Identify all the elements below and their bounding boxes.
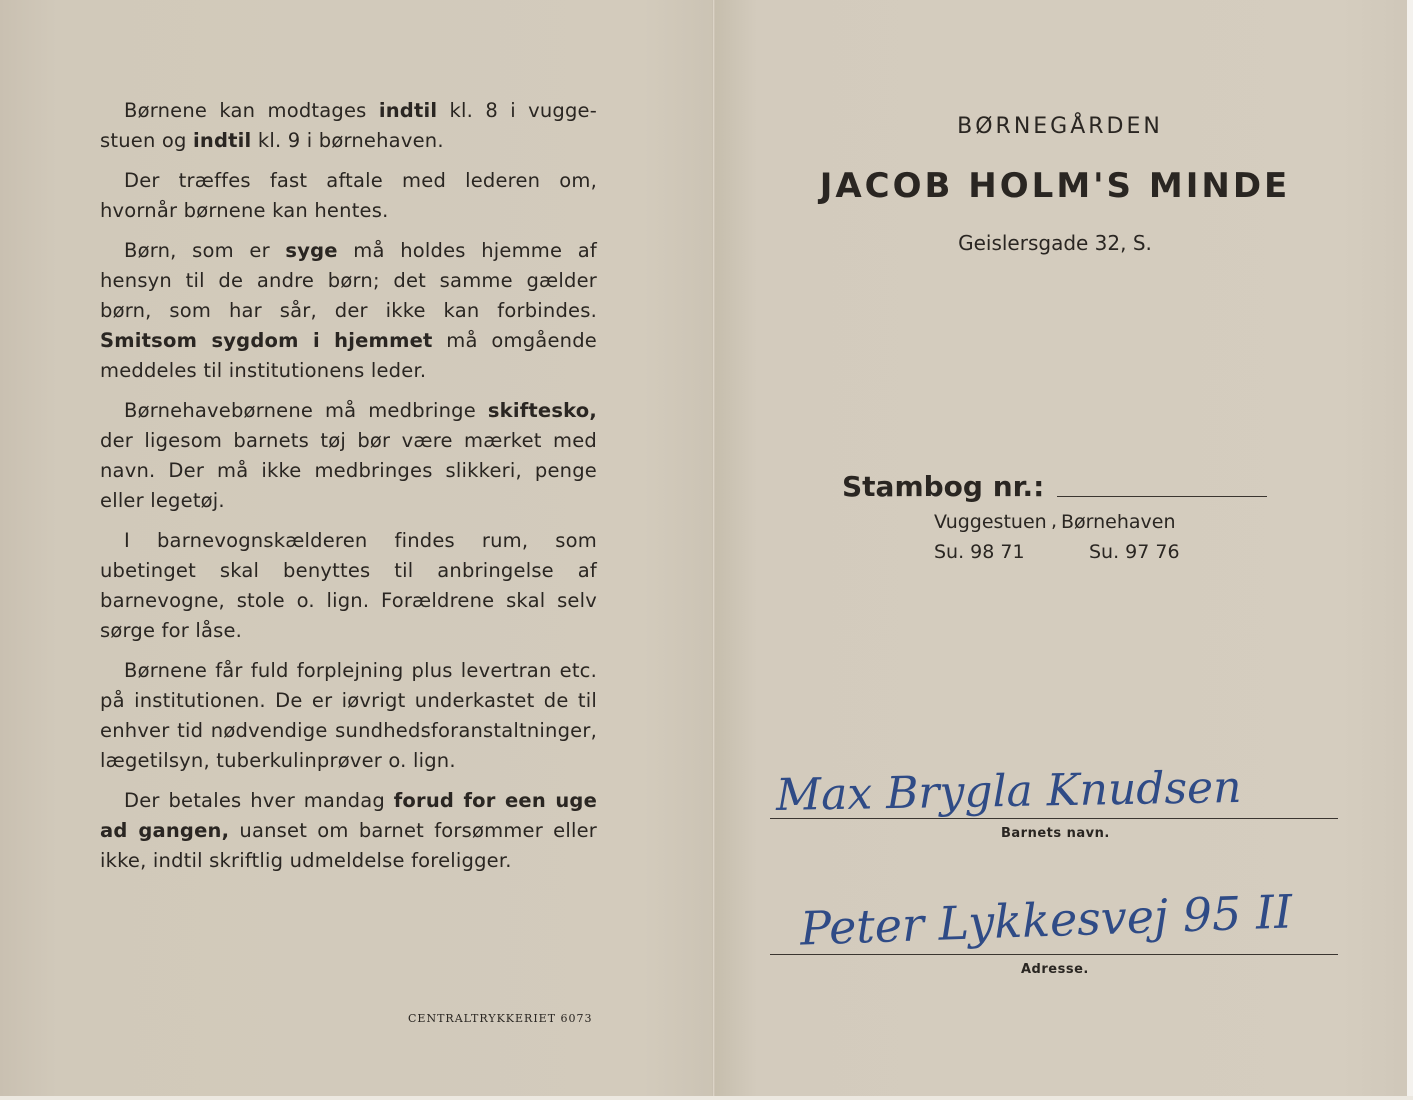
emphasis-text: indtil xyxy=(378,99,438,122)
body-text: Der betales hver mandag xyxy=(124,789,394,812)
body-text: kl. 9 i børnehaven. xyxy=(251,129,444,152)
department-nursery: Vuggestuen xyxy=(934,511,1047,533)
paper-edge-right xyxy=(1407,0,1413,1100)
rules-text xyxy=(100,96,597,886)
rule-paragraph xyxy=(100,396,597,516)
rule-paragraph xyxy=(100,786,597,876)
body-text: I barnevognskælderen findes rum, som ubetinget skal benyttes til anbringelse af barnevogne, stole o. lign. Forældrene skal selv sørge for låse. xyxy=(100,529,597,642)
emphasis-text: Smitsom sygdom i hjemmet xyxy=(100,329,433,352)
phone-kindergarten: Su. 97 76 xyxy=(1089,541,1180,563)
institution-kicker: BØRNEGÅRDEN xyxy=(957,114,1163,139)
department-kindergarten: Børnehaven xyxy=(1061,511,1176,533)
body-text: Børn, som er xyxy=(124,239,286,262)
body-text: Børnene kan modtages xyxy=(124,99,379,122)
department-separator: , xyxy=(1051,510,1058,532)
body-text: uanset om barnet forsømmer eller ikke, indtil skriftlig udmeldelse foreligger. xyxy=(100,819,597,872)
child-name-handwriting: Max Brygla Knudsen xyxy=(775,761,1242,822)
child-name-label: Barnets navn. xyxy=(1001,826,1110,841)
body-text: må holdes hjemme af hensyn til de andre børn; det samme gælder børn, som har sår, der ikke kan forbindes. xyxy=(100,239,597,322)
phone-nursery: Su. 98 71 xyxy=(934,541,1025,563)
body-text: Børnene får fuld forplejning plus levertran etc. på institutionen. De er iøvrigt underkastet de til enhver tid nødvendige sundhedsforanstaltninger, lægetilsyn, tuberkulinprøver o. lign. xyxy=(100,659,597,772)
body-text: kl. 8 i vugge-stuen og xyxy=(100,99,597,152)
emphasis-text: forud for een uge ad gangen, xyxy=(100,789,597,842)
child-address-handwriting: Peter Lykkesvej 95 II xyxy=(799,884,1294,956)
stambog-number-line xyxy=(1057,496,1267,497)
body-text: der ligesom barnets tøj bør være mærket med navn. Der må ikke medbringes slikkeri, penge eller legetøj. xyxy=(100,429,597,512)
printer-imprint: CENTRALTRYKKERIET 6073 xyxy=(408,1012,593,1025)
body-text: Børnehavebørnene må medbringe xyxy=(124,399,488,422)
body-text: Der træffes fast aftale med lederen om, hvornår børnene kan hentes. xyxy=(100,169,597,222)
body-text: må omgående meddeles til institutionens leder. xyxy=(100,329,597,382)
rule-paragraph xyxy=(100,166,597,226)
institution-title: JACOB HOLM'S MINDE xyxy=(819,166,1291,206)
institution-address: Geislersgade 32, S. xyxy=(958,231,1152,255)
rule-paragraph xyxy=(100,236,597,386)
emphasis-text: indtil xyxy=(193,129,252,152)
child-address-label: Adresse. xyxy=(1021,962,1089,977)
stambog-label: Stambog nr.: xyxy=(842,470,1045,503)
rule-paragraph xyxy=(100,526,597,646)
rule-paragraph xyxy=(100,96,597,156)
child-name-line xyxy=(770,818,1338,819)
paper-edge-bottom xyxy=(0,1096,1413,1100)
emphasis-text: skiftesko, xyxy=(487,399,597,422)
emphasis-text: syge xyxy=(285,239,338,262)
rule-paragraph xyxy=(100,656,597,776)
child-address-line xyxy=(770,954,1338,955)
